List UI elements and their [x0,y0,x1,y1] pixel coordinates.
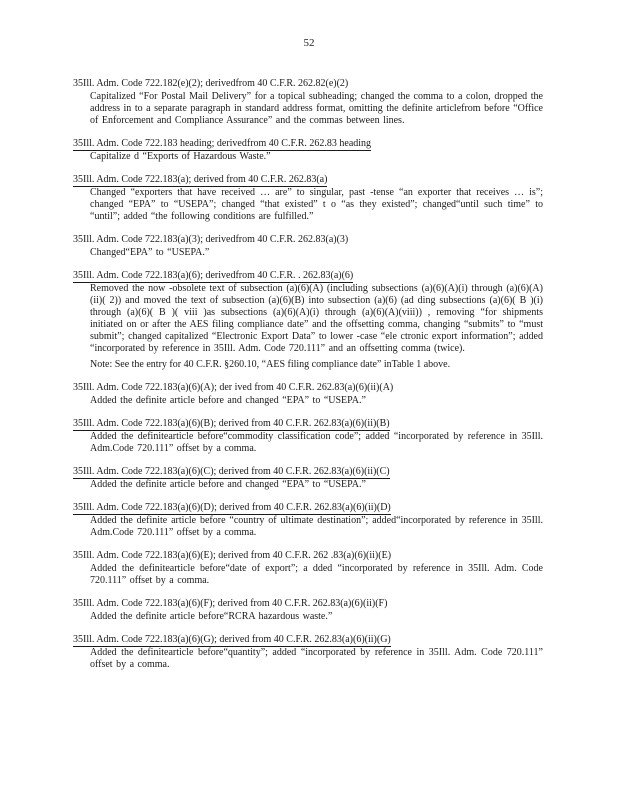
entry-heading: 35Ill. Adm. Code 722.183(a)(6); derivedfrom 40 C.F.R. . 262.83(a)(6) [73,270,354,281]
entry-722-183-a-6-E [73,545,543,587]
entry-722-183-a-6-G [73,629,543,671]
entry-description: Changed“EPA” to “USEPA.” [90,247,210,258]
entry-722-183-a-6 [73,265,543,371]
entry-description: Added the definitearticle before“quantity”; added “incorporated by reference in 35Ill. Adm. Code 720.111” offset by a comma. [90,647,543,670]
entry-description: Changed “exporters that have received … are” to singular, past -tense “an exporter that receives … is”; changed “EPA” to “USEPA”; changed “that existed” t o “as they existed”; changed“until such time” to “until”; added “the following conditions are fulfilled.” [90,187,543,222]
entry-heading: 35Ill. Adm. Code 722.183(a)(3); derivedfrom 40 C.F.R. 262.83(a)(3) [73,234,349,245]
entry-list [73,73,543,677]
entry-722-183-a-6-A [73,377,543,407]
entry-description: Added the definitearticle before“commodity classification code”; added “incorporated by reference in 35Ill. Adm.Code 720.111” offset by a comma. [90,431,543,454]
entry-heading: 35Ill. Adm. Code 722.183(a)(6)(B); derived from 40 C.F.R. 262.83(a)(6)(ii)(B) [73,418,390,429]
entry-heading: 35Ill. Adm. Code 722.183(a)(6)(D); derived from 40 C.F.R. 262.83(a)(6)(ii)(D) [73,502,391,513]
entry-722-183-a-6-F [73,593,543,623]
entry-heading: 35Ill. Adm. Code 722.183(a)(6)(C); derived from 40 C.F.R. 262.83(a)(6)(ii)(C) [73,466,390,477]
entry-722-183-a-6-B [73,413,543,455]
entry-description: Removed the now -obsolete text of subsection (a)(6)(A) (including subsections (a)(6)(A)(i) through (a)(6)(A)(ii)( 2)) and moved the text of subsection (a)(6)(B) into subsection (a)(6) (ad ding subsections (a)(6)( B )(i) through (a)(6)( B )( viii )as subsections (a)(6)(A)(i) through (a)(6)(A)(viii)) , removing “for shipments initiated on or after the AES filing compliance date” and the offsetting comma, changing “submits” to “must submit”; changed capitalized “Electronic Export Data” to lower -case “ele ctronic export information”; added “incorporated by reference in 35Ill. Adm. Code 720.111” and an offsetting comma (twice). [90,283,543,354]
entry-note: Note: See the entry for 40 C.F.R. §260.10, “AES filing compliance date” inTable 1 above. [90,359,451,370]
entry-description: Capitalized “For Postal Mail Delivery” for a topical subheading; changed the comma to a colon, dropped the address in to a separate paragraph in standard address format, omitting the definite articlefrom before “Office of Enforcement and Compliance Assurance” and the commas between lines. [90,91,543,126]
entry-description: Added the definite article before and changed “EPA” to “USEPA.” [90,479,366,490]
entry-description: Capitalize d “Exports of Hazardous Waste.” [90,151,271,162]
entry-722-182-e-2 [73,73,543,127]
entry-722-183-a-6-D [73,497,543,539]
entry-description: Added the definite article before and changed “EPA” to “USEPA.” [90,395,366,406]
page-number: 52 [303,37,315,49]
entry-heading: 35Ill. Adm. Code 722.183(a)(6)(A); der ived from 40 C.F.R. 262.83(a)(6)(ii)(A) [73,382,394,393]
entry-722-183-a [73,169,543,223]
entry-722-183-heading [73,133,543,163]
entry-description: Added the definite article before“RCRA hazardous waste.” [90,611,333,622]
entry-heading: 35Ill. Adm. Code 722.183(a)(6)(G); derived from 40 C.F.R. 262.83(a)(6)(ii)(G) [73,634,391,645]
entry-heading: 35Ill. Adm. Code 722.183(a)(6)(E); derived from 40 C.F.R. 262 .83(a)(6)(ii)(E) [73,550,392,561]
entry-description: Added the definite article before “country of ultimate destination”; added“incorporated by reference in 35Ill. Adm.Code 720.111” offset by a comma. [90,515,543,538]
entry-722-183-a-3 [73,229,543,259]
entry-description: Added the definitearticle before“date of export”; a dded “incorporated by reference in 35Ill. Adm. Code 720.111” offset by a comma. [90,563,543,586]
entry-heading: 35Ill. Adm. Code 722.183(a)(6)(F); derived from 40 C.F.R. 262.83(a)(6)(ii)(F) [73,598,388,609]
entry-heading: 35Ill. Adm. Code 722.183(a); derived from 40 C.F.R. 262.83(a) [73,174,328,185]
entry-heading: 35Ill. Adm. Code 722.182(e)(2); derivedfrom 40 C.F.R. 262.82(e)(2) [73,78,349,89]
entry-heading: 35Ill. Adm. Code 722.183 heading; derivedfrom 40 C.F.R. 262.83 heading [73,138,372,149]
entry-722-183-a-6-C [73,461,543,491]
